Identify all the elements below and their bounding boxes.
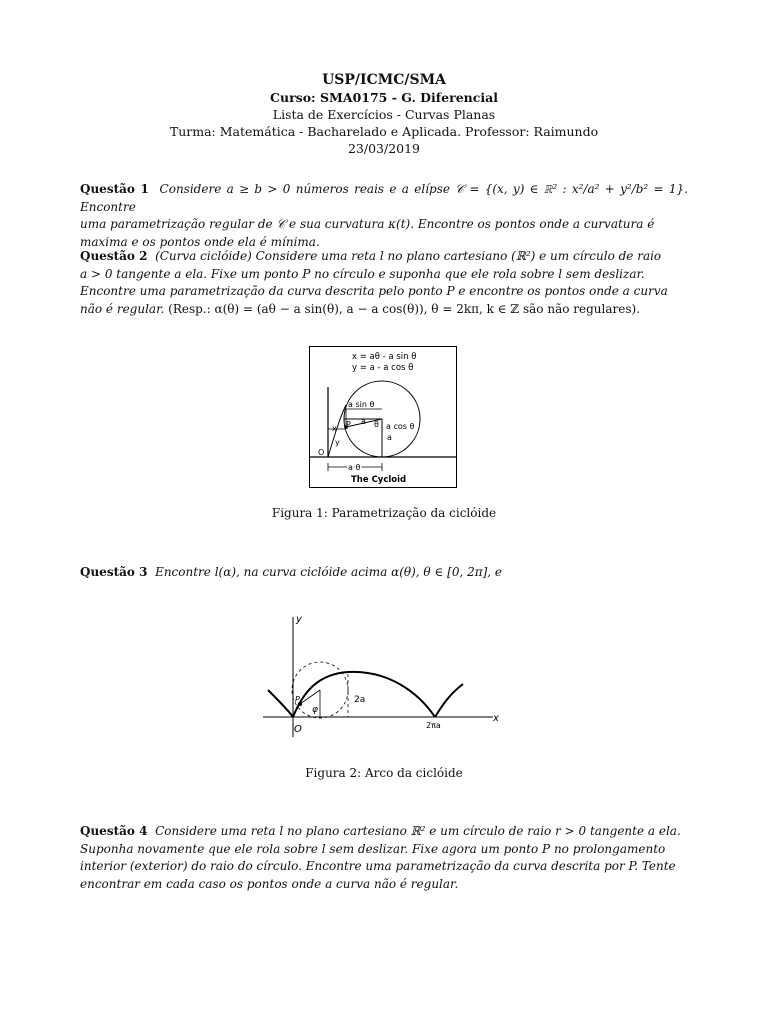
question-1-line-3: maxima e os pontos onde ela é mínima.	[80, 234, 320, 249]
question-2-label: Questão 2	[80, 249, 148, 263]
fig1-atheta-label: a θ	[348, 463, 361, 472]
question-2-answer: (Resp.: α(θ) = (aθ − a sin(θ), a − a cos(θ)), θ = 2kπ, k ∈ ℤ são não regulares).	[168, 301, 641, 316]
fig2-x-label: x	[493, 713, 499, 724]
fig1-y-label: y	[335, 438, 340, 447]
question-3	[80, 564, 688, 582]
fig1-cycloid-arc	[328, 405, 346, 457]
question-2-line-4: não é regular.	[80, 301, 165, 316]
course-title: Curso: SMA0175 - G. Diferencial	[270, 90, 498, 105]
fig1-a-label-2: a	[387, 433, 392, 442]
question-4-line-4: encontrar em cada caso os pontos onde a curva não é regular.	[80, 876, 459, 891]
figure-2-caption: Figura 2: Arco da ciclóide	[305, 766, 463, 780]
fig2-y-label: y	[296, 614, 302, 625]
figure-2-cycloid-arc	[258, 612, 510, 752]
fig1-a-label-1: a	[361, 417, 366, 426]
fig1-theta-label: θ	[374, 420, 379, 429]
question-4-line-2: Suponha novamente que ele rola sobre l sem deslizar. Fixe agora um ponto P no prolongamento	[80, 841, 666, 856]
fig2-origin-label: O	[294, 724, 302, 735]
fig1-eq-x: x = aθ - a sin θ	[352, 352, 417, 362]
question-1-label: Questão 1	[80, 182, 149, 196]
figure-1-caption: Figura 1: Parametrização da ciclóide	[271, 506, 497, 520]
fig1-acos-label: a cos θ	[386, 422, 415, 431]
fig2-2a-label: 2a	[354, 695, 366, 705]
question-3-label: Questão 3	[80, 565, 148, 579]
question-1	[80, 181, 688, 251]
cycloid-diagram	[310, 347, 456, 487]
question-4-line-1: Considere uma reta l no plano cartesiano ℝ² e um círculo de raio r > 0 tangente a ela.	[155, 824, 681, 838]
question-1-line-1: Considere a ≥ b > 0 números reais e a elípse 𝒞 = {(x, y) ∈ ℝ² : x²/a² + y²/b² = 1}. Encontre	[80, 182, 688, 214]
question-3-text: Encontre l(α), na curva ciclóide acima α(θ), θ ∈ [0, 2π], e	[155, 565, 503, 579]
question-4	[80, 823, 688, 893]
fig1-asin-label: a sin θ	[348, 400, 375, 409]
question-2-line-1: (Curva ciclóide) Considere uma reta l no plano cartesiano (ℝ²) e um círculo de raio	[155, 249, 662, 263]
fig1-origin-label: O	[318, 448, 325, 457]
class-professor: Turma: Matemática - Bacharelado e Aplicada. Professor: Raimundo	[169, 124, 599, 139]
figure-1-cycloid	[309, 346, 457, 488]
fig1-x-label: x	[332, 424, 337, 433]
date: 23/03/2019	[347, 141, 421, 156]
question-4-label: Questão 4	[80, 824, 148, 838]
fig2-2pia-label: 2πa	[426, 721, 441, 730]
header-block	[0, 72, 768, 157]
fig1-p-label: P	[346, 420, 351, 429]
question-4-line-3: interior (exterior) do raio do círculo. Encontre uma parametrização da curva descrita por P. Tente	[80, 859, 676, 873]
institution-title: USP/ICMC/SMA	[322, 72, 446, 88]
fig2-right-arc	[435, 684, 463, 717]
question-2-line-2: a > 0 tangente a ela. Fixe um ponto P no círculo e suponha que ele rola sobre l sem deslizar.	[80, 266, 645, 281]
fig1-eq-y: y = a - a cos θ	[352, 363, 414, 373]
fig1-title: The Cycloid	[351, 475, 407, 485]
fig2-phi-label: φ	[312, 705, 318, 715]
list-title: Lista de Exercícios - Curvas Planas	[272, 107, 496, 122]
question-2-line-3: Encontre uma parametrização da curva descrita pelo ponto P e encontre os pontos onde a curva	[80, 284, 668, 298]
fig2-p-label: P	[295, 695, 300, 704]
question-2	[80, 248, 688, 318]
question-1-line-2: uma parametrização regular de 𝒞 e sua curvatura κ(t). Encontre os pontos onde a curvatura é	[80, 217, 655, 231]
fig2-left-arc	[268, 690, 293, 717]
cycloid-arc-diagram	[258, 612, 510, 752]
